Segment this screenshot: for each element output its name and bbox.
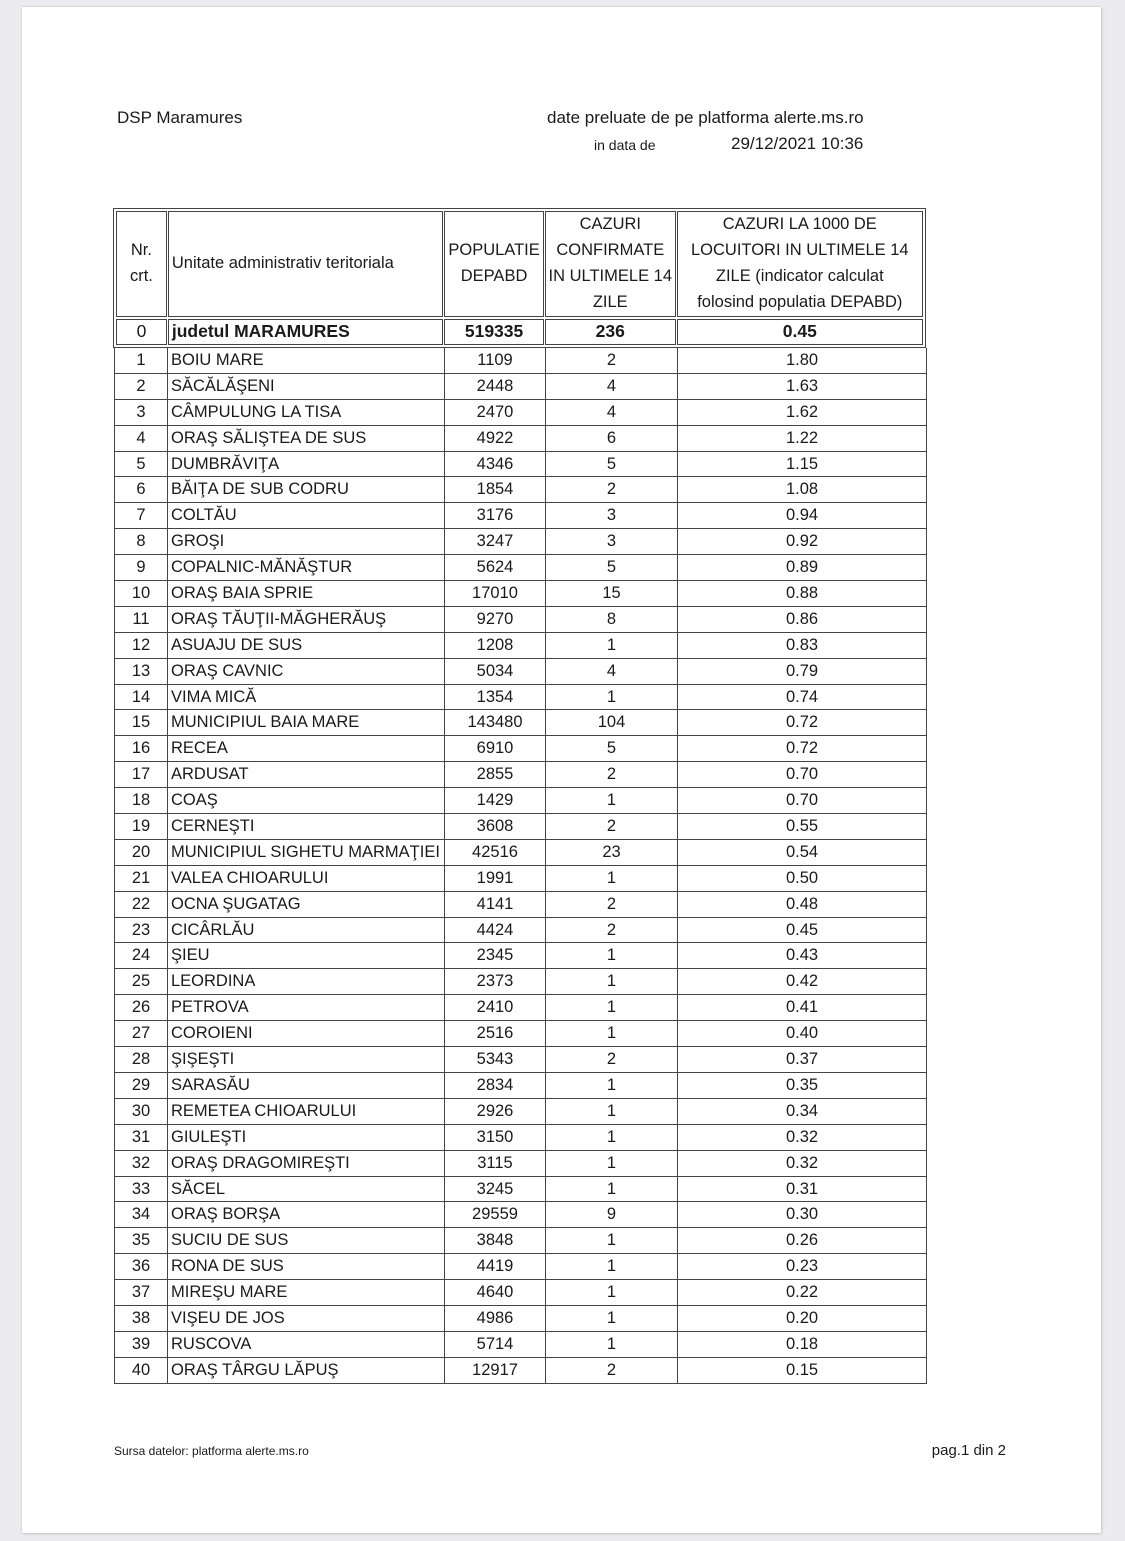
row-rate: 0.32 xyxy=(785,1127,819,1146)
table-row xyxy=(115,426,926,452)
row-cases: 9 xyxy=(546,1202,678,1227)
table-row xyxy=(115,969,926,995)
row-nr: 21 xyxy=(115,866,168,891)
organization-name: DSP Maramures xyxy=(117,108,243,127)
row-rate: 0.35 xyxy=(785,1075,819,1094)
row-nr: 20 xyxy=(115,840,168,865)
row-rate: 0.70 xyxy=(785,765,819,784)
row-nr: 16 xyxy=(115,736,168,761)
row-unit-name: PETROVA xyxy=(168,995,445,1020)
row-rate: 0.43 xyxy=(785,946,819,965)
table-row xyxy=(115,1177,926,1203)
footer-source: Sursa datelor: platforma alerte.ms.ro xyxy=(114,1444,309,1458)
page-number: pag.1 din 2 xyxy=(931,1442,1006,1459)
row-cases: 1 xyxy=(546,1306,678,1331)
row-cases: 4 xyxy=(546,659,678,684)
row-rate: 0.50 xyxy=(785,868,819,887)
row-nr: 10 xyxy=(115,581,168,606)
row-population: 3115 xyxy=(445,1151,546,1176)
row-rate: 1.63 xyxy=(785,376,819,395)
source-note: date preluate de pe platforma alerte.ms.ro xyxy=(547,108,864,127)
row-unit-name: ORAŞ BORŞA xyxy=(168,1202,445,1227)
row-population: 1109 xyxy=(445,348,546,373)
row-rate: 0.94 xyxy=(785,506,819,525)
header-rate xyxy=(677,211,923,317)
row-nr: 14 xyxy=(115,685,168,710)
row-cases: 104 xyxy=(546,710,678,735)
row-rate: 1.15 xyxy=(785,454,819,473)
header-line: DEPABD xyxy=(460,267,528,285)
row-rate: 0.72 xyxy=(785,713,819,732)
row-unit-name: GROŞI xyxy=(168,529,445,554)
row-population: 2410 xyxy=(445,995,546,1020)
row-nr: 40 xyxy=(115,1358,168,1383)
table-row xyxy=(115,1358,926,1384)
row-rate: 1.80 xyxy=(785,351,819,369)
row-nr: 5 xyxy=(115,452,168,477)
row-population: 6910 xyxy=(445,736,546,761)
header-nr xyxy=(116,211,167,317)
header-line: crt. xyxy=(129,267,153,285)
table-header xyxy=(113,208,926,348)
row-unit-name: VALEA CHIOARULUI xyxy=(168,866,445,891)
row-cases: 5 xyxy=(546,736,678,761)
row-nr: 27 xyxy=(115,1021,168,1046)
row-population: 3176 xyxy=(445,503,546,528)
row-population: 4346 xyxy=(445,452,546,477)
total-population: 519335 xyxy=(444,319,544,345)
row-population: 3247 xyxy=(445,529,546,554)
row-cases: 1 xyxy=(546,969,678,994)
row-unit-name: COROIENI xyxy=(168,1021,445,1046)
table-row xyxy=(115,762,926,788)
table-row xyxy=(115,685,926,711)
row-rate: 0.89 xyxy=(785,558,819,577)
row-unit-name: REMETEA CHIOARULUI xyxy=(168,1099,445,1124)
table-row xyxy=(115,1099,926,1125)
row-population: 1208 xyxy=(445,633,546,658)
row-rate: 0.15 xyxy=(785,1360,819,1379)
row-unit-name: VIMA MICĂ xyxy=(168,685,445,710)
row-population: 29559 xyxy=(445,1202,546,1227)
row-cases: 1 xyxy=(546,1228,678,1253)
row-cases: 1 xyxy=(546,1021,678,1046)
row-rate: 0.45 xyxy=(785,920,819,939)
row-rate: 0.18 xyxy=(785,1334,819,1353)
table-row xyxy=(115,477,926,503)
cases-table xyxy=(113,208,926,1384)
table-row xyxy=(115,400,926,426)
table-row xyxy=(115,607,926,633)
row-cases: 5 xyxy=(546,452,678,477)
row-population: 2926 xyxy=(445,1099,546,1124)
row-cases: 1 xyxy=(546,1332,678,1357)
row-cases: 1 xyxy=(546,633,678,658)
row-cases: 1 xyxy=(546,788,678,813)
row-rate: 1.62 xyxy=(785,402,819,421)
row-nr: 12 xyxy=(115,633,168,658)
table-row xyxy=(115,1306,926,1332)
row-population: 1991 xyxy=(445,866,546,891)
row-cases: 1 xyxy=(546,685,678,710)
row-unit-name: ARDUSAT xyxy=(168,762,445,787)
row-unit-name: CÂMPULUNG LA TISA xyxy=(168,400,445,425)
row-population: 5343 xyxy=(445,1047,546,1072)
row-cases: 3 xyxy=(546,529,678,554)
row-rate: 1.22 xyxy=(785,428,819,447)
row-unit-name: ORAŞ TÂRGU LĂPUŞ xyxy=(168,1358,445,1383)
row-nr: 39 xyxy=(115,1332,168,1357)
row-population: 2448 xyxy=(445,374,546,399)
table-row xyxy=(115,918,926,944)
table-row xyxy=(115,1332,926,1358)
row-cases: 1 xyxy=(546,866,678,891)
row-cases: 1 xyxy=(546,1073,678,1098)
row-unit-name: ORAŞ CAVNIC xyxy=(168,659,445,684)
row-cases: 1 xyxy=(546,1177,678,1202)
row-unit-name: MIREŞU MARE xyxy=(168,1280,445,1305)
date-value: 29/12/2021 10:36 xyxy=(731,134,864,153)
header-line: ZILE (indicator calculat xyxy=(715,267,884,285)
row-population: 4640 xyxy=(445,1280,546,1305)
row-rate: 0.72 xyxy=(785,739,819,758)
header-line: CAZURI xyxy=(579,215,641,234)
row-rate: 0.22 xyxy=(785,1283,819,1302)
table-row xyxy=(115,866,926,892)
table-row xyxy=(115,1047,926,1073)
row-rate: 0.23 xyxy=(785,1257,819,1276)
row-nr: 23 xyxy=(115,918,168,943)
row-rate: 0.86 xyxy=(785,609,819,628)
row-population: 2470 xyxy=(445,400,546,425)
row-nr: 13 xyxy=(115,659,168,684)
row-nr: 6 xyxy=(115,477,168,502)
row-nr: 18 xyxy=(115,788,168,813)
row-unit-name: LEORDINA xyxy=(168,969,445,994)
table-row xyxy=(115,995,926,1021)
row-unit-name: ORAŞ SĂLIŞTEA DE SUS xyxy=(168,426,445,451)
total-nr: 0 xyxy=(116,319,167,345)
table-row xyxy=(115,555,926,581)
table-row xyxy=(115,736,926,762)
row-population: 1429 xyxy=(445,788,546,813)
row-nr: 37 xyxy=(115,1280,168,1305)
row-nr: 2 xyxy=(115,374,168,399)
row-population: 3150 xyxy=(445,1125,546,1150)
header-line: CAZURI LA 1000 DE xyxy=(722,215,877,234)
row-nr: 33 xyxy=(115,1177,168,1202)
row-population: 4424 xyxy=(445,918,546,943)
row-cases: 2 xyxy=(546,477,678,502)
table-row xyxy=(115,348,926,374)
row-nr: 7 xyxy=(115,503,168,528)
header-line: Unitate administrativ teritoriala xyxy=(171,254,394,273)
row-rate: 0.37 xyxy=(785,1050,819,1069)
header-line: IN ULTIMELE 14 xyxy=(548,267,673,285)
table-row xyxy=(115,529,926,555)
row-unit-name: MUNICIPIUL BAIA MARE xyxy=(168,710,445,735)
row-population: 2516 xyxy=(445,1021,546,1046)
row-rate: 0.70 xyxy=(785,791,819,810)
row-cases: 2 xyxy=(546,918,678,943)
row-cases: 1 xyxy=(546,1099,678,1124)
row-cases: 15 xyxy=(546,581,678,606)
header-line: POPULATIE xyxy=(448,241,540,260)
row-cases: 2 xyxy=(546,892,678,917)
row-unit-name: BOIU MARE xyxy=(168,348,445,373)
header-line: folosind populatia DEPABD) xyxy=(697,292,903,311)
row-cases: 3 xyxy=(546,503,678,528)
total-name: judetul MARAMURES xyxy=(168,319,443,345)
row-unit-name: ŞIŞEŞTI xyxy=(168,1047,445,1072)
row-cases: 2 xyxy=(546,814,678,839)
row-unit-name: RUSCOVA xyxy=(168,1332,445,1357)
row-nr: 32 xyxy=(115,1151,168,1176)
row-nr: 36 xyxy=(115,1254,168,1279)
table-row xyxy=(115,892,926,918)
row-unit-name: COAŞ xyxy=(168,788,445,813)
row-cases: 1 xyxy=(546,1254,678,1279)
row-rate: 0.74 xyxy=(785,687,819,706)
row-rate: 0.40 xyxy=(785,1024,819,1043)
row-unit-name: SĂCEL xyxy=(168,1177,445,1202)
row-population: 4922 xyxy=(445,426,546,451)
table-row xyxy=(115,788,926,814)
row-rate: 0.30 xyxy=(785,1205,819,1224)
header-line: CONFIRMATE xyxy=(556,241,665,260)
table-row xyxy=(115,1073,926,1099)
row-rate: 0.54 xyxy=(785,842,819,861)
row-cases: 1 xyxy=(546,1151,678,1176)
row-rate: 0.20 xyxy=(785,1308,819,1327)
row-cases: 1 xyxy=(546,1125,678,1150)
row-unit-name: VIŞEU DE JOS xyxy=(168,1306,445,1331)
header-cases xyxy=(545,211,676,317)
row-cases: 2 xyxy=(546,1047,678,1072)
row-nr: 29 xyxy=(115,1073,168,1098)
row-cases: 6 xyxy=(546,426,678,451)
table-row xyxy=(115,943,926,969)
row-rate: 1.08 xyxy=(785,480,819,499)
row-nr: 9 xyxy=(115,555,168,580)
header-line: LOCUITORI IN ULTIMELE 14 xyxy=(690,241,909,260)
table-row xyxy=(115,840,926,866)
row-population: 17010 xyxy=(445,581,546,606)
row-unit-name: COPALNIC-MĂNĂŞTUR xyxy=(168,555,445,580)
table-row xyxy=(115,710,926,736)
table-row xyxy=(115,1254,926,1280)
row-rate: 0.48 xyxy=(785,894,819,913)
row-unit-name: DUMBRĂVIŢA xyxy=(168,452,445,477)
row-nr: 17 xyxy=(115,762,168,787)
row-rate: 0.34 xyxy=(785,1101,819,1120)
row-rate: 0.42 xyxy=(785,972,819,991)
row-cases: 4 xyxy=(546,400,678,425)
row-population: 4986 xyxy=(445,1306,546,1331)
row-rate: 0.79 xyxy=(785,661,819,680)
row-unit-name: ORAŞ TĂUŢII-MĂGHERĂUŞ xyxy=(168,607,445,632)
document-page xyxy=(22,7,1101,1533)
row-unit-name: RECEA xyxy=(168,736,445,761)
row-unit-name: COLTĂU xyxy=(168,503,445,528)
row-nr: 15 xyxy=(115,710,168,735)
row-nr: 26 xyxy=(115,995,168,1020)
total-row xyxy=(116,319,923,345)
table-row xyxy=(115,1228,926,1254)
row-population: 1354 xyxy=(445,685,546,710)
row-nr: 19 xyxy=(115,814,168,839)
row-unit-name: CICÂRLĂU xyxy=(168,918,445,943)
row-unit-name: SĂCĂLĂŞENI xyxy=(168,374,445,399)
row-nr: 1 xyxy=(115,348,168,373)
table-row xyxy=(115,1125,926,1151)
row-population: 3848 xyxy=(445,1228,546,1253)
row-rate: 0.88 xyxy=(785,584,819,603)
header-line: ZILE xyxy=(592,292,628,311)
row-population: 3245 xyxy=(445,1177,546,1202)
row-nr: 30 xyxy=(115,1099,168,1124)
table-body xyxy=(114,348,927,1384)
row-population: 42516 xyxy=(445,840,546,865)
row-population: 4141 xyxy=(445,892,546,917)
row-nr: 34 xyxy=(115,1202,168,1227)
row-unit-name: RONA DE SUS xyxy=(168,1254,445,1279)
row-nr: 35 xyxy=(115,1228,168,1253)
table-row xyxy=(115,814,926,840)
row-population: 5624 xyxy=(445,555,546,580)
header-unit xyxy=(168,211,443,317)
total-cases: 236 xyxy=(545,319,676,345)
row-rate: 0.92 xyxy=(785,532,819,551)
row-nr: 25 xyxy=(115,969,168,994)
row-unit-name: SARASĂU xyxy=(168,1073,445,1098)
row-population: 5034 xyxy=(445,659,546,684)
row-population: 12917 xyxy=(445,1358,546,1383)
column-headers xyxy=(116,211,923,317)
row-unit-name: ŞIEU xyxy=(168,943,445,968)
row-rate: 0.83 xyxy=(785,635,819,654)
row-population: 4419 xyxy=(445,1254,546,1279)
row-unit-name: ORAŞ BAIA SPRIE xyxy=(168,581,445,606)
row-unit-name: BĂIŢA DE SUB CODRU xyxy=(168,477,445,502)
table-row xyxy=(115,452,926,478)
row-population: 2834 xyxy=(445,1073,546,1098)
row-rate: 0.41 xyxy=(785,998,819,1017)
row-unit-name: GIULEŞTI xyxy=(168,1125,445,1150)
row-nr: 31 xyxy=(115,1125,168,1150)
row-nr: 24 xyxy=(115,943,168,968)
row-nr: 22 xyxy=(115,892,168,917)
row-cases: 2 xyxy=(546,762,678,787)
table-row xyxy=(115,1151,926,1177)
row-nr: 4 xyxy=(115,426,168,451)
row-population: 2373 xyxy=(445,969,546,994)
row-nr: 38 xyxy=(115,1306,168,1331)
header-line: Nr. xyxy=(130,241,152,260)
table-row xyxy=(115,659,926,685)
table-row xyxy=(115,503,926,529)
row-unit-name: CERNEŞTI xyxy=(168,814,445,839)
table-row xyxy=(115,1202,926,1228)
row-cases: 2 xyxy=(546,1358,678,1383)
row-unit-name: SUCIU DE SUS xyxy=(168,1228,445,1253)
table-row xyxy=(115,1280,926,1306)
row-cases: 1 xyxy=(546,995,678,1020)
row-population: 5714 xyxy=(445,1332,546,1357)
row-unit-name: ORAŞ DRAGOMIREŞTI xyxy=(168,1151,445,1176)
row-unit-name: OCNA ŞUGATAG xyxy=(168,892,445,917)
row-cases: 1 xyxy=(546,943,678,968)
date-label: in data de xyxy=(594,137,656,153)
header-population xyxy=(444,211,544,317)
row-population: 9270 xyxy=(445,607,546,632)
table-row xyxy=(115,581,926,607)
row-population: 1854 xyxy=(445,477,546,502)
row-population: 2855 xyxy=(445,762,546,787)
row-cases: 1 xyxy=(546,1280,678,1305)
row-population: 3608 xyxy=(445,814,546,839)
row-nr: 3 xyxy=(115,400,168,425)
row-population: 2345 xyxy=(445,943,546,968)
row-cases: 5 xyxy=(546,555,678,580)
table-row xyxy=(115,633,926,659)
total-rate: 0.45 xyxy=(677,319,923,345)
row-nr: 8 xyxy=(115,529,168,554)
table-row xyxy=(115,374,926,400)
row-cases: 2 xyxy=(546,348,678,373)
row-rate: 0.31 xyxy=(785,1179,819,1198)
row-nr: 11 xyxy=(115,607,168,632)
row-cases: 8 xyxy=(546,607,678,632)
row-unit-name: ASUAJU DE SUS xyxy=(168,633,445,658)
row-nr: 28 xyxy=(115,1047,168,1072)
row-rate: 0.55 xyxy=(785,817,819,836)
row-cases: 4 xyxy=(546,374,678,399)
row-rate: 0.26 xyxy=(785,1231,819,1250)
row-unit-name: MUNICIPIUL SIGHETU MARMAŢIEI xyxy=(168,840,445,865)
table-row xyxy=(115,1021,926,1047)
row-rate: 0.32 xyxy=(785,1153,819,1172)
row-population: 143480 xyxy=(445,710,546,735)
row-cases: 23 xyxy=(546,840,678,865)
